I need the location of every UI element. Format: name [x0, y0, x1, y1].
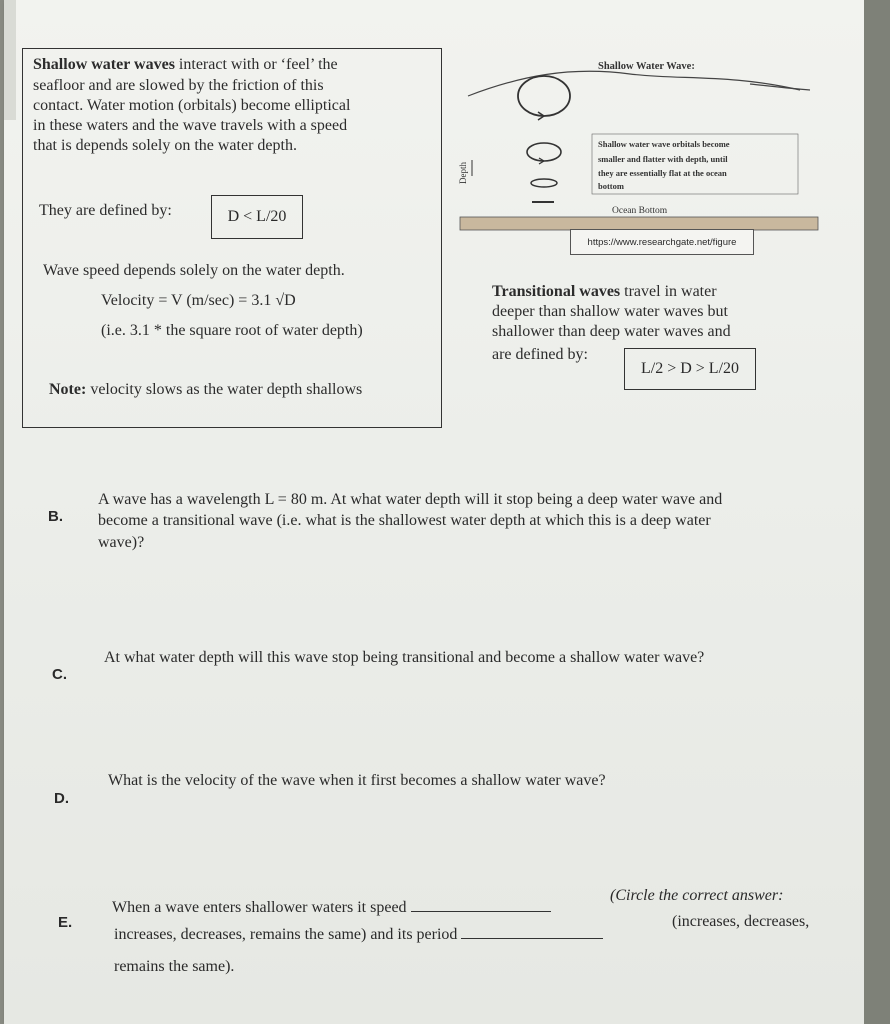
question-e-label: E. [58, 914, 73, 931]
source-url-box [570, 229, 754, 255]
diagram-title: Shallow Water Wave: [598, 61, 695, 72]
question-e-line-1: When a wave enters shallower waters it speed [112, 898, 551, 918]
diagram-caption-line-4: bottom [598, 181, 624, 191]
shallow-intro-line-5: that is depends solely on the water depth. [33, 137, 297, 154]
transitional-line-1: Transitional waves travel in water [492, 283, 717, 300]
shallow-intro-line-1: Shallow water waves interact with or ‘feel’ the [33, 56, 338, 73]
page-edge-strip [4, 0, 16, 120]
question-c-label: C. [52, 666, 67, 683]
question-b-line-1: A wave has a wavelength L = 80 m. At what water depth will it stop being a deep water wave and [98, 491, 723, 508]
period-answer-blank[interactable] [461, 938, 603, 939]
question-e-hint-2: (increases, decreases, [672, 913, 810, 930]
shallow-definition-value: D < L/20 [227, 208, 287, 225]
question-d-label: D. [54, 790, 69, 807]
speed-line: Wave speed depends solely on the water depth. [43, 262, 345, 279]
shallow-intro-line-4: in these waters and the wave travels with a speed [33, 117, 348, 134]
shallow-definition-box [211, 195, 303, 239]
question-e-line-2: increases, decreases, remains the same) and its period [114, 925, 603, 945]
orbital-large [518, 76, 570, 116]
table-background [864, 0, 890, 1024]
transitional-heading: Transitional waves [492, 283, 621, 300]
transitional-line-2: deeper than shallow water waves but [492, 303, 728, 320]
shallow-intro-line-3: contact. Water motion (orbitals) become elliptical [33, 97, 351, 114]
question-d-text: What is the velocity of the wave when it first becomes a shallow water wave? [108, 772, 606, 789]
question-e-hint-1: (Circle the correct answer: [610, 887, 784, 904]
source-url: https://www.researchgate.net/figure [587, 236, 737, 248]
transitional-definition-value: L/2 > D > L/20 [640, 360, 740, 377]
orbital-medium [527, 143, 561, 161]
worksheet-page [4, 0, 866, 1024]
velocity-explanation: (i.e. 3.1 * the square root of water depth) [101, 322, 363, 339]
velocity-note: Note: velocity slows as the water depth shallows [49, 381, 363, 398]
transitional-line-3: shallower than deep water waves and [492, 323, 731, 340]
speed-answer-blank[interactable] [411, 911, 551, 912]
depth-axis-label: Depth [458, 162, 468, 184]
question-b-line-2: become a transitional wave (i.e. what is the shallowest water depth at which this is a deep water [98, 512, 711, 529]
transitional-definition-box [624, 348, 756, 390]
diagram-caption-line-2: smaller and flatter with depth, until [598, 154, 728, 164]
shallow-water-box [22, 48, 442, 428]
orbital-small [531, 179, 557, 187]
diagram-caption-line-3: they are essentially flat at the ocean [598, 168, 727, 178]
question-b-line-3: wave)? [98, 534, 145, 551]
shallow-heading: Shallow water waves [33, 56, 175, 73]
velocity-formula: Velocity = V (m/sec) = 3.1 √D [101, 292, 296, 309]
diagram-caption-line-1: Shallow water wave orbitals become [598, 139, 730, 149]
question-b-label: B. [48, 508, 63, 525]
transitional-line-4: are defined by: [492, 346, 588, 363]
ocean-bottom-label: Ocean Bottom [612, 206, 668, 216]
question-e-line-3: remains the same). [114, 958, 235, 975]
defined-by-label: They are defined by: [39, 202, 172, 219]
question-c-text: At what water depth will this wave stop being transitional and become a shallow water wave? [104, 649, 705, 666]
shallow-intro-line-2: seafloor and are slowed by the friction of this [33, 77, 324, 94]
